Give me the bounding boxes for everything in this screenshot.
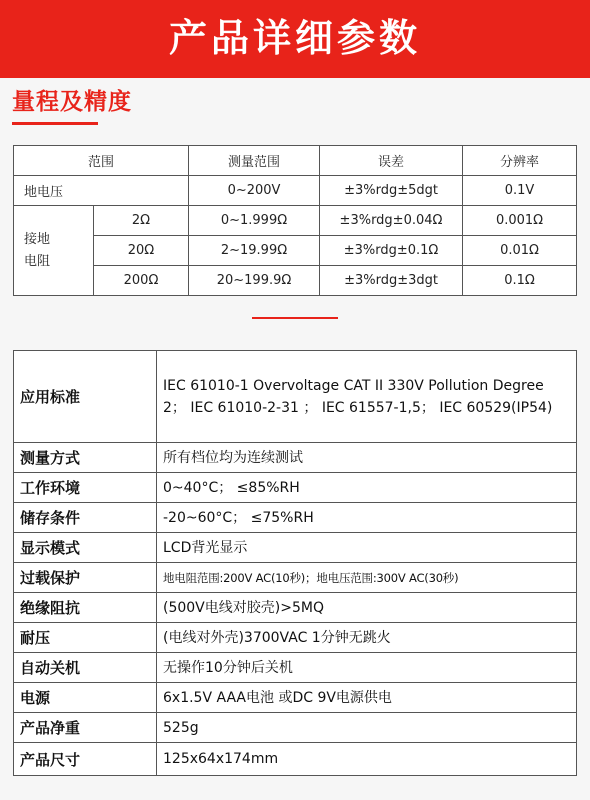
spec-value: LCD背光显示 bbox=[157, 533, 577, 563]
header-range: 范围 bbox=[14, 146, 189, 176]
resolution-cell: 0.01Ω bbox=[463, 236, 577, 266]
measure-range-cell: 0~200V bbox=[189, 176, 320, 206]
spec-value: 125x64x174mm bbox=[157, 743, 577, 776]
spec-row bbox=[14, 593, 577, 623]
spec-row bbox=[14, 623, 577, 653]
heading-underline bbox=[12, 122, 98, 125]
spec-label: 过载保护 bbox=[14, 563, 157, 593]
error-cell: ±3%rdg±3dgt bbox=[320, 266, 463, 296]
error-cell: ±3%rdg±0.1Ω bbox=[320, 236, 463, 266]
section-heading: 量程及精度 bbox=[12, 89, 132, 115]
range-cell: 20Ω bbox=[94, 236, 189, 266]
spec-row bbox=[14, 743, 577, 776]
table-row bbox=[14, 266, 577, 296]
range-cell: 200Ω bbox=[94, 266, 189, 296]
table-header-row bbox=[14, 146, 577, 176]
spec-label: 显示模式 bbox=[14, 533, 157, 563]
spec-table bbox=[13, 350, 577, 776]
spec-row bbox=[14, 533, 577, 563]
spec-value: 6x1.5V AAA电池 或DC 9V电源供电 bbox=[157, 683, 577, 713]
measure-range-cell: 2~19.99Ω bbox=[189, 236, 320, 266]
spec-label: 电源 bbox=[14, 683, 157, 713]
spec-value: 无操作10分钟后关机 bbox=[157, 653, 577, 683]
spec-label: 储存条件 bbox=[14, 503, 157, 533]
spec-label: 自动关机 bbox=[14, 653, 157, 683]
spec-value: 所有档位均为连续测试 bbox=[157, 443, 577, 473]
spec-value: 地电阻范围:200V AC(10秒)；地电压范围:300V AC(30秒) bbox=[157, 563, 577, 593]
error-cell: ±3%rdg±5dgt bbox=[320, 176, 463, 206]
ground-voltage-label: 地电压 bbox=[14, 176, 189, 206]
spec-row bbox=[14, 653, 577, 683]
range-accuracy-table bbox=[13, 145, 577, 296]
header-measure-range: 测量范围 bbox=[189, 146, 320, 176]
resolution-cell: 0.1V bbox=[463, 176, 577, 206]
spec-label: 耐压 bbox=[14, 623, 157, 653]
spec-label: 产品净重 bbox=[14, 713, 157, 743]
resolution-cell: 0.001Ω bbox=[463, 206, 577, 236]
spec-label: 工作环境 bbox=[14, 473, 157, 503]
header-error: 误差 bbox=[320, 146, 463, 176]
section-divider bbox=[252, 317, 338, 319]
spec-label: 应用标准 bbox=[14, 351, 157, 443]
header-resolution: 分辨率 bbox=[463, 146, 577, 176]
spec-label: 绝缘阻抗 bbox=[14, 593, 157, 623]
table-row bbox=[14, 236, 577, 266]
error-cell: ±3%rdg±0.04Ω bbox=[320, 206, 463, 236]
spec-row bbox=[14, 683, 577, 713]
spec-row bbox=[14, 503, 577, 533]
table-row bbox=[14, 206, 577, 236]
spec-value: (500V电线对胶壳)>5MQ bbox=[157, 593, 577, 623]
spec-row bbox=[14, 563, 577, 593]
spec-row bbox=[14, 443, 577, 473]
spec-label: 产品尺寸 bbox=[14, 743, 157, 776]
range-cell: 2Ω bbox=[94, 206, 189, 236]
spec-row bbox=[14, 713, 577, 743]
spec-row bbox=[14, 351, 577, 443]
ground-resistance-label: 接地 电阻 bbox=[14, 206, 94, 296]
spec-label: 测量方式 bbox=[14, 443, 157, 473]
measure-range-cell: 20~199.9Ω bbox=[189, 266, 320, 296]
page-title: 产品详细参数 bbox=[168, 16, 421, 60]
spec-value: 0~40°C； ≤85%RH bbox=[157, 473, 577, 503]
resolution-cell: 0.1Ω bbox=[463, 266, 577, 296]
spec-value: -20~60°C； ≤75%RH bbox=[157, 503, 577, 533]
spec-value: 525g bbox=[157, 713, 577, 743]
table-row bbox=[14, 176, 577, 206]
content-panel bbox=[0, 78, 590, 800]
spec-row bbox=[14, 473, 577, 503]
measure-range-cell: 0~1.999Ω bbox=[189, 206, 320, 236]
spec-value: IEC 61010-1 Overvoltage CAT II 330V Pollution Degree 2； IEC 61010-2-31 ； IEC 61557-1,5； IEC 60529(IP54) bbox=[157, 351, 577, 443]
spec-value: (电线对外壳)3700VAC 1分钟无跳火 bbox=[157, 623, 577, 653]
